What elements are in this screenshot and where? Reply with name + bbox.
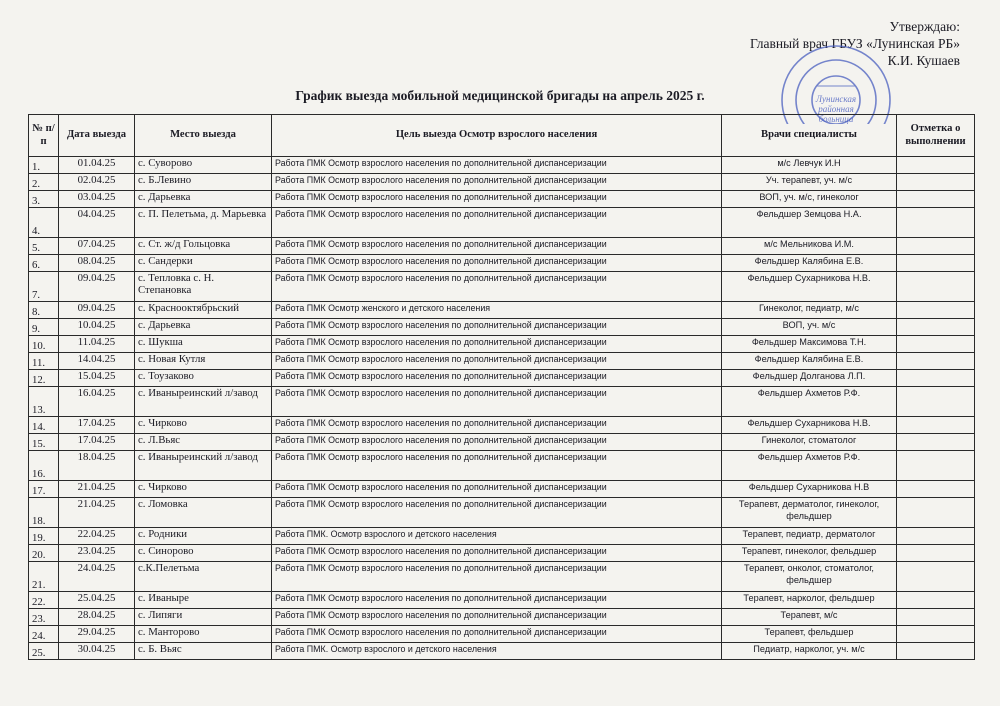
cell-mark <box>897 191 975 208</box>
page-title: График выезда мобильной медицинской бригады на апрель 2025 г. <box>295 88 705 103</box>
cell-doctor: Терапевт, педиатр, дерматолог <box>722 528 897 545</box>
schedule-table <box>28 114 975 660</box>
cell-place: с. Новая Кутля <box>135 353 272 370</box>
cell-goal: Работа ПМК Осмотр взрослого населения по дополнительной диспансеризации <box>272 336 722 353</box>
cell-mark <box>897 481 975 498</box>
cell-date: 01.04.25 <box>59 157 135 174</box>
cell-place: с. Б.Левино <box>135 174 272 191</box>
cell-mark <box>897 238 975 255</box>
cell-place: с. Иваныреинский л/завод <box>135 387 272 417</box>
cell-doctor: Фельдшер Сухарникова Н.В. <box>722 417 897 434</box>
table-row <box>29 434 975 451</box>
cell-goal: Работа ПМК Осмотр взрослого населения по дополнительной диспансеризации <box>272 626 722 643</box>
cell-place: с. Л.Вьяс <box>135 434 272 451</box>
cell-goal: Работа ПМК Осмотр взрослого населения по дополнительной диспансеризации <box>272 191 722 208</box>
cell-mark <box>897 609 975 626</box>
cell-doctor: Уч. терапевт, уч. м/с <box>722 174 897 191</box>
table-row <box>29 592 975 609</box>
cell-mark <box>897 451 975 481</box>
table-row <box>29 528 975 545</box>
cell-doctor: м/с Мельникова И.М. <box>722 238 897 255</box>
table-row <box>29 174 975 191</box>
cell-goal: Работа ПМК Осмотр взрослого населения по дополнительной диспансеризации <box>272 370 722 387</box>
cell-date: 30.04.25 <box>59 643 135 660</box>
cell-doctor: Педиатр, нарколог, уч. м/с <box>722 643 897 660</box>
cell-num: 24. <box>29 626 59 643</box>
cell-mark <box>897 208 975 238</box>
cell-doctor: Фельдшер Сухарникова Н.В <box>722 481 897 498</box>
cell-doctor: Терапевт, м/с <box>722 609 897 626</box>
cell-place: с. Липяги <box>135 609 272 626</box>
cell-num: 3. <box>29 191 59 208</box>
table-row <box>29 626 975 643</box>
cell-place: с. Родники <box>135 528 272 545</box>
cell-place: с. Дарьевка <box>135 191 272 208</box>
cell-doctor: м/с Левчук И.Н <box>722 157 897 174</box>
cell-num: 18. <box>29 498 59 528</box>
cell-place: с. Краснооктябрьский <box>135 302 272 319</box>
table-row <box>29 417 975 434</box>
cell-goal: Работа ПМК Осмотр взрослого населения по дополнительной диспансеризации <box>272 387 722 417</box>
svg-text:больница: больница <box>818 114 854 124</box>
table-row <box>29 481 975 498</box>
cell-goal: Работа ПМК Осмотр взрослого населения по дополнительной диспансеризации <box>272 481 722 498</box>
cell-doctor: Фельдшер Сухарникова Н.В. <box>722 272 897 302</box>
table-row <box>29 370 975 387</box>
cell-goal: Работа ПМК Осмотр взрослого населения по дополнительной диспансеризации <box>272 562 722 592</box>
approval-line-1: Утверждаю: <box>889 19 960 34</box>
cell-place: с. П. Пелетьма, д. Марьевка <box>135 208 272 238</box>
cell-goal: Работа ПМК Осмотр взрослого населения по дополнительной диспансеризации <box>272 545 722 562</box>
cell-num: 8. <box>29 302 59 319</box>
table-row <box>29 319 975 336</box>
approval-line-3: К.И. Кушаев <box>887 53 960 68</box>
cell-goal: Работа ПМК. Осмотр взрослого и детского населения <box>272 643 722 660</box>
cell-place: с. Синорово <box>135 545 272 562</box>
cell-mark <box>897 157 975 174</box>
cell-mark <box>897 302 975 319</box>
cell-date: 14.04.25 <box>59 353 135 370</box>
cell-mark <box>897 498 975 528</box>
cell-place: с. Сандерки <box>135 255 272 272</box>
cell-goal: Работа ПМК Осмотр взрослого населения по дополнительной диспансеризации <box>272 498 722 528</box>
cell-place: с. Тоузаково <box>135 370 272 387</box>
cell-doctor: Фельдшер Земцова Н.А. <box>722 208 897 238</box>
cell-doctor: Терапевт, гинеколог, фельдшер <box>722 545 897 562</box>
cell-date: 07.04.25 <box>59 238 135 255</box>
cell-doctor: Гинеколог, педиатр, м/с <box>722 302 897 319</box>
header-goal: Цель выезда Осмотр взрослого населения <box>272 115 722 157</box>
cell-doctor: Терапевт, нарколог, фельдшер <box>722 592 897 609</box>
cell-date: 22.04.25 <box>59 528 135 545</box>
cell-doctor: Терапевт, онколог, стоматолог, фельдшер <box>722 562 897 592</box>
cell-place: с. Ломовка <box>135 498 272 528</box>
header-date: Дата выезда <box>59 115 135 157</box>
cell-num: 9. <box>29 319 59 336</box>
table-row <box>29 238 975 255</box>
header-doctor: Врачи специалисты <box>722 115 897 157</box>
svg-text:районная: районная <box>818 104 854 114</box>
cell-place: с. Дарьевка <box>135 319 272 336</box>
cell-doctor: Фельдшер Ахметов Р.Ф. <box>722 387 897 417</box>
cell-place: с. Чирково <box>135 481 272 498</box>
cell-goal: Работа ПМК Осмотр взрослого населения по дополнительной диспансеризации <box>272 434 722 451</box>
cell-num: 13. <box>29 387 59 417</box>
cell-date: 04.04.25 <box>59 208 135 238</box>
cell-date: 28.04.25 <box>59 609 135 626</box>
cell-mark <box>897 562 975 592</box>
cell-num: 10. <box>29 336 59 353</box>
cell-num: 11. <box>29 353 59 370</box>
cell-num: 15. <box>29 434 59 451</box>
cell-mark <box>897 528 975 545</box>
cell-num: 25. <box>29 643 59 660</box>
cell-place: с. Иваныре <box>135 592 272 609</box>
cell-num: 16. <box>29 451 59 481</box>
table-row <box>29 498 975 528</box>
cell-place: с. Иваныреинский л/завод <box>135 451 272 481</box>
cell-doctor: ВОП, уч. м/с <box>722 319 897 336</box>
cell-num: 19. <box>29 528 59 545</box>
table-row <box>29 562 975 592</box>
cell-goal: Работа ПМК Осмотр взрослого населения по дополнительной диспансеризации <box>272 353 722 370</box>
cell-goal: Работа ПМК Осмотр женского и детского населения <box>272 302 722 319</box>
cell-goal: Работа ПМК Осмотр взрослого населения по дополнительной диспансеризации <box>272 609 722 626</box>
cell-date: 08.04.25 <box>59 255 135 272</box>
cell-goal: Работа ПМК Осмотр взрослого населения по дополнительной диспансеризации <box>272 157 722 174</box>
cell-goal: Работа ПМК Осмотр взрослого населения по дополнительной диспансеризации <box>272 174 722 191</box>
cell-date: 09.04.25 <box>59 272 135 302</box>
cell-date: 23.04.25 <box>59 545 135 562</box>
cell-goal: Работа ПМК Осмотр взрослого населения по дополнительной диспансеризации <box>272 417 722 434</box>
cell-mark <box>897 417 975 434</box>
cell-goal: Работа ПМК Осмотр взрослого населения по дополнительной диспансеризации <box>272 255 722 272</box>
cell-goal: Работа ПМК Осмотр взрослого населения по дополнительной диспансеризации <box>272 238 722 255</box>
table-row <box>29 157 975 174</box>
cell-date: 18.04.25 <box>59 451 135 481</box>
table-row <box>29 191 975 208</box>
cell-num: 20. <box>29 545 59 562</box>
cell-mark <box>897 255 975 272</box>
table-row <box>29 208 975 238</box>
approval-block <box>750 18 960 69</box>
cell-place: с. Манторово <box>135 626 272 643</box>
header-place: Место выезда <box>135 115 272 157</box>
cell-goal: Работа ПМК Осмотр взрослого населения по дополнительной диспансеризации <box>272 272 722 302</box>
cell-place: с. Тепловка с. Н. Степановка <box>135 272 272 302</box>
cell-goal: Работа ПМК Осмотр взрослого населения по дополнительной диспансеризации <box>272 319 722 336</box>
cell-date: 29.04.25 <box>59 626 135 643</box>
cell-date: 17.04.25 <box>59 434 135 451</box>
cell-mark <box>897 336 975 353</box>
cell-num: 2. <box>29 174 59 191</box>
cell-num: 23. <box>29 609 59 626</box>
cell-doctor: Фельдшер Калябина Е.В. <box>722 255 897 272</box>
cell-mark <box>897 387 975 417</box>
cell-doctor: ВОП, уч. м/с, гинеколог <box>722 191 897 208</box>
cell-doctor: Гинеколог, стоматолог <box>722 434 897 451</box>
cell-place: с. Суворово <box>135 157 272 174</box>
cell-doctor: Фельдшер Ахметов Р.Ф. <box>722 451 897 481</box>
cell-mark <box>897 643 975 660</box>
cell-num: 17. <box>29 481 59 498</box>
table-header-row <box>29 115 975 157</box>
table-row <box>29 302 975 319</box>
table-row <box>29 451 975 481</box>
table-row <box>29 255 975 272</box>
cell-place: с. Ст. ж/д Гольцовка <box>135 238 272 255</box>
header-mark: Отметка о выполнении <box>897 115 975 157</box>
cell-goal: Работа ПМК Осмотр взрослого населения по дополнительной диспансеризации <box>272 208 722 238</box>
table-row <box>29 387 975 417</box>
cell-place: с. Б. Вьяс <box>135 643 272 660</box>
table-row <box>29 272 975 302</box>
table-row <box>29 336 975 353</box>
cell-num: 14. <box>29 417 59 434</box>
cell-mark <box>897 434 975 451</box>
table-row <box>29 643 975 660</box>
cell-mark <box>897 592 975 609</box>
cell-date: 25.04.25 <box>59 592 135 609</box>
table-row <box>29 353 975 370</box>
cell-place: с.К.Пелетьма <box>135 562 272 592</box>
cell-mark <box>897 353 975 370</box>
header-num: № п/п <box>29 115 59 157</box>
cell-num: 5. <box>29 238 59 255</box>
cell-date: 21.04.25 <box>59 481 135 498</box>
cell-date: 15.04.25 <box>59 370 135 387</box>
cell-date: 10.04.25 <box>59 319 135 336</box>
cell-goal: Работа ПМК. Осмотр взрослого и детского населения <box>272 528 722 545</box>
cell-date: 17.04.25 <box>59 417 135 434</box>
cell-mark <box>897 272 975 302</box>
cell-doctor: Фельдшер Калябина Е.В. <box>722 353 897 370</box>
cell-num: 22. <box>29 592 59 609</box>
cell-num: 1. <box>29 157 59 174</box>
cell-mark <box>897 370 975 387</box>
cell-date: 11.04.25 <box>59 336 135 353</box>
cell-place: с. Чирково <box>135 417 272 434</box>
cell-doctor: Фельдшер Максимова Т.Н. <box>722 336 897 353</box>
svg-text:Лунинская: Лунинская <box>815 94 857 104</box>
table-row <box>29 545 975 562</box>
cell-doctor: Терапевт, дерматолог, гинеколог, фельдшер <box>722 498 897 528</box>
cell-mark <box>897 319 975 336</box>
cell-mark <box>897 545 975 562</box>
cell-date: 03.04.25 <box>59 191 135 208</box>
cell-num: 21. <box>29 562 59 592</box>
cell-goal: Работа ПМК Осмотр взрослого населения по дополнительной диспансеризации <box>272 592 722 609</box>
cell-num: 12. <box>29 370 59 387</box>
cell-date: 09.04.25 <box>59 302 135 319</box>
cell-mark <box>897 174 975 191</box>
cell-doctor: Фельдшер Долганова Л.П. <box>722 370 897 387</box>
table-row <box>29 609 975 626</box>
cell-date: 21.04.25 <box>59 498 135 528</box>
cell-num: 6. <box>29 255 59 272</box>
cell-date: 24.04.25 <box>59 562 135 592</box>
cell-mark <box>897 626 975 643</box>
cell-num: 7. <box>29 272 59 302</box>
cell-date: 02.04.25 <box>59 174 135 191</box>
cell-num: 4. <box>29 208 59 238</box>
cell-goal: Работа ПМК Осмотр взрослого населения по дополнительной диспансеризации <box>272 451 722 481</box>
approval-line-2: Главный врач ГБУЗ «Лунинская РБ» <box>749 36 960 51</box>
cell-place: с. Шукша <box>135 336 272 353</box>
cell-date: 16.04.25 <box>59 387 135 417</box>
cell-doctor: Терапевт, фельдшер <box>722 626 897 643</box>
